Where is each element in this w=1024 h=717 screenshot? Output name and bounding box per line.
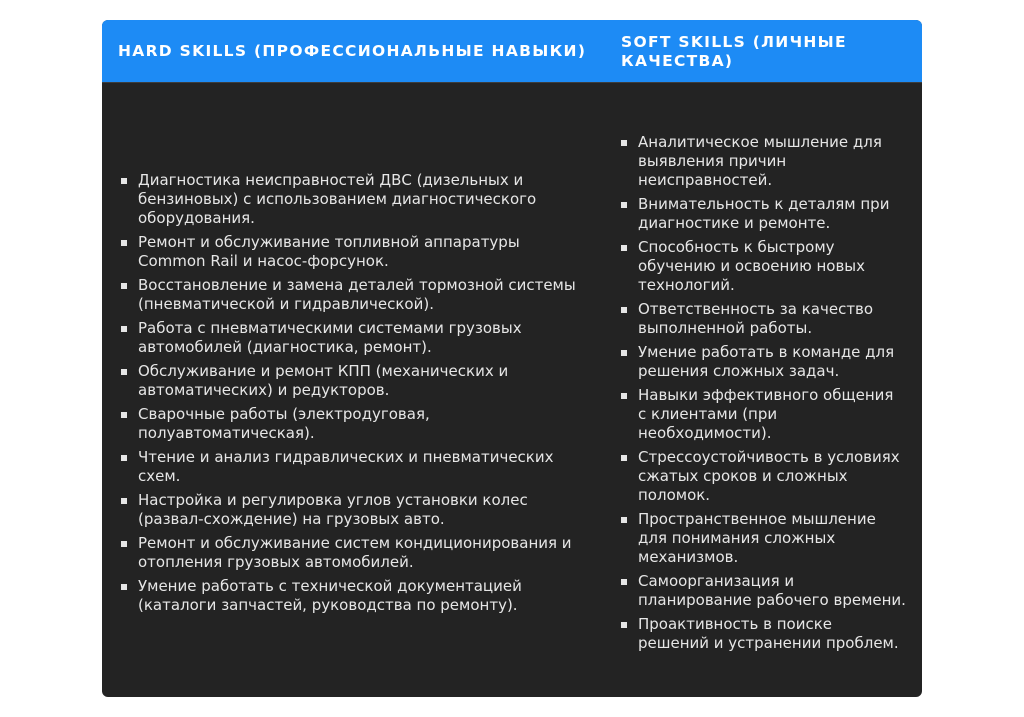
bullet-icon — [621, 245, 627, 251]
skills-table — [102, 20, 922, 697]
bullet-icon — [121, 584, 127, 590]
bullet-icon — [621, 455, 627, 461]
table-header — [102, 20, 922, 82]
list-item — [121, 319, 591, 357]
bullet-icon — [621, 307, 627, 313]
bullet-icon — [121, 498, 127, 504]
list-item — [121, 534, 591, 572]
hard-skill-text: Диагностика неисправностей ДВС (дизельных и бензиновых) с использованием диагностического оборудования. — [138, 171, 537, 227]
hard-skills-list — [121, 171, 591, 615]
soft-skill-text: Стрессоустойчивость в условиях сжатых сроков и сложных поломок. — [638, 448, 900, 504]
hard-skill-text: Сварочные работы (электродуговая, полуавтоматическая). — [138, 405, 430, 442]
soft-skill-text: Ответственность за качество выполненной работы. — [638, 300, 874, 337]
hard-skill-text: Настройка и регулировка углов установки колес (развал-схождение) на грузовых авто. — [138, 491, 528, 528]
bullet-icon — [121, 541, 127, 547]
bullet-icon — [621, 579, 627, 585]
soft-skill-text: Умение работать в команде для решения сложных задач. — [638, 343, 895, 380]
hard-skill-text: Умение работать с технической документацией (каталоги запчастей, руководства по ремонту). — [138, 577, 522, 614]
list-item — [121, 171, 591, 228]
soft-skill-text: Самоорганизация и планирование рабочего времени. — [638, 572, 906, 609]
list-item — [121, 362, 591, 400]
list-item — [621, 300, 906, 338]
list-item — [621, 133, 906, 190]
soft-skill-text: Пространственное мышление для понимания сложных механизмов. — [638, 510, 876, 566]
header-divider — [102, 82, 922, 83]
hard-skill-text: Обслуживание и ремонт КПП (механических и автоматических) и редукторов. — [138, 362, 509, 399]
soft-skill-text: Навыки эффективного общения с клиентами (при необходимости). — [638, 386, 894, 442]
list-item — [121, 491, 591, 529]
bullet-icon — [621, 622, 627, 628]
list-item — [621, 572, 906, 610]
list-item — [621, 448, 906, 505]
list-item — [121, 405, 591, 443]
hard-skill-text: Ремонт и обслуживание систем кондиционирования и отопления грузовых автомобилей. — [138, 534, 572, 571]
soft-skills-header: SOFT SKILLS (ЛИЧНЫЕ КАЧЕСТВА) — [621, 33, 847, 70]
hard-skill-text: Чтение и анализ гидравлических и пневматических схем. — [138, 448, 554, 485]
bullet-icon — [621, 393, 627, 399]
list-item — [121, 448, 591, 486]
hard-skill-text: Ремонт и обслуживание топливной аппаратуры Common Rail и насос-форсунок. — [138, 233, 520, 270]
hard-skills-header: HARD SKILLS (ПРОФЕССИОНАЛЬНЫЕ НАВЫКИ) — [118, 42, 587, 60]
bullet-icon — [621, 517, 627, 523]
bullet-icon — [121, 369, 127, 375]
bullet-icon — [121, 240, 127, 246]
bullet-icon — [621, 202, 627, 208]
soft-skill-text: Проактивность в поиске решений и устранении проблем. — [638, 615, 899, 652]
list-item — [621, 238, 906, 295]
bullet-icon — [621, 350, 627, 356]
soft-skill-text: Внимательность к деталям при диагностике и ремонте. — [638, 195, 890, 232]
bullet-icon — [121, 412, 127, 418]
soft-skill-text: Аналитическое мышление для выявления причин неисправностей. — [638, 133, 882, 189]
bullet-icon — [121, 326, 127, 332]
bullet-icon — [121, 455, 127, 461]
bullet-icon — [621, 140, 627, 146]
list-item — [621, 195, 906, 233]
list-item — [621, 343, 906, 381]
soft-skill-text: Способность к быстрому обучению и освоению новых технологий. — [638, 238, 866, 294]
soft-skills-list — [621, 133, 906, 653]
list-item — [621, 386, 906, 443]
list-item — [621, 510, 906, 567]
bullet-icon — [121, 283, 127, 289]
list-item — [121, 276, 591, 314]
hard-skill-text: Работа с пневматическими системами грузовых автомобилей (диагностика, ремонт). — [138, 319, 522, 356]
list-item — [121, 577, 591, 615]
list-item — [621, 615, 906, 653]
list-item — [121, 233, 591, 271]
hard-skill-text: Восстановление и замена деталей тормозной системы (пневматической и гидравлической). — [138, 276, 576, 313]
bullet-icon — [121, 178, 127, 184]
